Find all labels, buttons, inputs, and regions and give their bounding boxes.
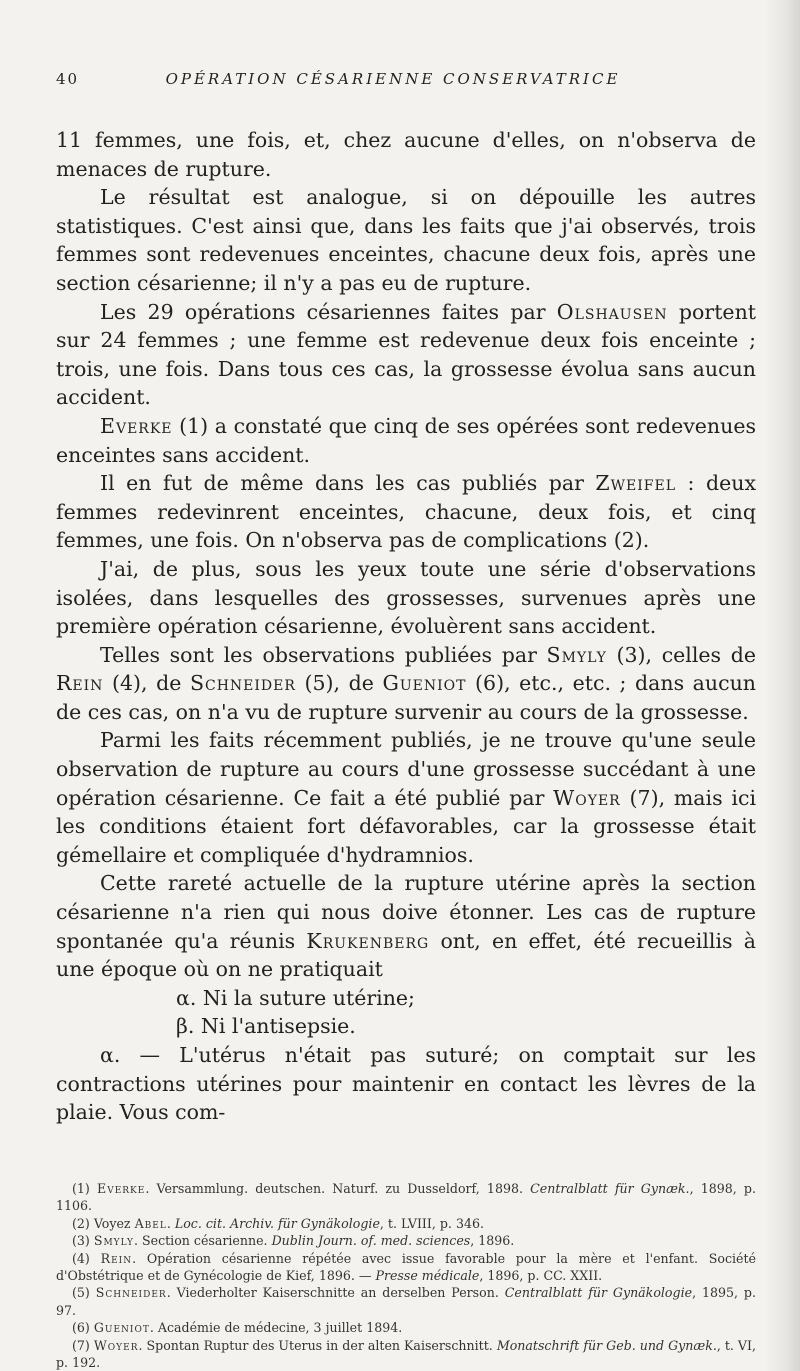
paragraph: Il en fut de même dans les cas publiés par Zweifel : deux femmes redevinrent enceintes, chacune, deux fois, et cinq femmes, une fois. On n'observa pas de complications (2).	[56, 471, 756, 553]
footnote: (4) Rein. Opération césarienne répétée avec issue favorable pour la mère et l'enfant. Société d'Obstétrique et de Gynécologie de Kief, 1896. — Presse médicale, 1896, p. CC. XXII.	[56, 1250, 756, 1284]
author-name: Woyer	[553, 785, 621, 810]
footnote: (5) Schneider. Viederholter Kaiserschnitte an derselben Person. Centralblatt für Gynäkologie, 1895, p. 97.	[56, 1285, 756, 1318]
paragraph: Parmi les faits récemment publiés, je ne trouve qu'une seule observation de rupture au cours d'une grossesse succédant à une opération césarienne. Ce fait a été publié par Woyer (7), mais ici les conditions étaient fort défavorables, car la grossesse était gémellaire et compliquée d'hydramnios.	[56, 728, 756, 867]
footnote: (1) Everke. Versammlung. deutschen. Naturf. zu Dusseldorf, 1898. Centralblatt für Gynæk., 1898, p. 1106.	[56, 1181, 757, 1214]
paragraph: 11 femmes, une fois, et, chez aucune d'elles, on n'observa de menaces de rupture.	[56, 128, 756, 181]
paragraph: J'ai, de plus, sous les yeux toute une série d'observations isolées, dans lesquelles des grossesses, survenues après une première opération césarienne, évoluèrent sans accident.	[56, 556, 756, 639]
footnote: (7) Woyer. Spontan Ruptur des Uterus in der alten Kaiserschnitt. Monatschrift für Geb. und Gynæk., t. VI, p. 192.	[56, 1337, 756, 1371]
main-text	[56, 126, 756, 1127]
paragraph: Les 29 opérations césariennes faites par Olshausen portent sur 24 femmes ; une femme est redevenue deux fois enceinte ; trois, une fois. Dans tous ces cas, la grossesse évolua sans aucun accident.	[56, 299, 757, 410]
paragraph: Cette rareté actuelle de la rupture utérine après la section césarienne n'a rien qui nous doive étonner. Les cas de rupture spontanée qu'a réunis Krukenberg ont, en effet, été recueillis à une époque où on ne pratiquait	[56, 871, 756, 982]
footnotes	[56, 1180, 756, 1371]
author-name: Schneider	[189, 671, 296, 696]
paragraph: Everke (1) a constaté que cinq de ses opérées sont redevenues enceintes sans accident.	[56, 413, 756, 467]
paragraph: α. — L'utérus n'était pas suturé; on comptait sur les contractions utérines pour maintenir en contact les lèvres de la plaie. Vous com-	[56, 1043, 756, 1125]
footnote: (6) Gueniot. Académie de médecine, 3 juillet 1894.	[72, 1320, 403, 1336]
author-name: Rein	[56, 671, 104, 696]
author-name: Olshausen	[556, 299, 668, 324]
author-name: Zweifel	[595, 471, 677, 496]
list-item: α. Ni la suture utérine;	[176, 985, 415, 1010]
author-name: Everke	[100, 413, 173, 438]
author-name: Gueniot	[382, 671, 467, 696]
page-edge-shadow	[764, 0, 800, 1371]
author-name: Krukenberg	[306, 928, 430, 953]
running-title: OPÉRATION CÉSARIENNE CONSERVATRICE	[165, 70, 621, 88]
page-number: 40	[56, 70, 80, 88]
paragraph: Telles sont les observations publiées par Smyly (3), celles de Rein (4), de Schneider (5), de Gueniot (6), etc., etc. ; dans aucun de ces cas, on n'a vu de rupture survenir au cours de la grossesse.	[56, 642, 756, 724]
list-item: β. Ni l'antisepsie.	[176, 1014, 356, 1039]
page-header	[56, 70, 730, 94]
footnote: (2) Voyez Abel. Loc. cit. Archiv. für Gynäkologie, t. LVIII, p. 346.	[72, 1215, 484, 1231]
author-name: Smyly	[546, 642, 607, 667]
paragraph: Le résultat est analogue, si on dépouille les autres statistiques. C'est ainsi que, dans les faits que j'ai observés, trois femmes sont redevenues enceintes, chacune deux fois, après une section césarienne; il n'y a pas eu de rupture.	[56, 185, 756, 295]
footnote: (3) Smyly. Section césarienne. Dublin Journ. of. med. sciences, 1896.	[72, 1233, 515, 1249]
